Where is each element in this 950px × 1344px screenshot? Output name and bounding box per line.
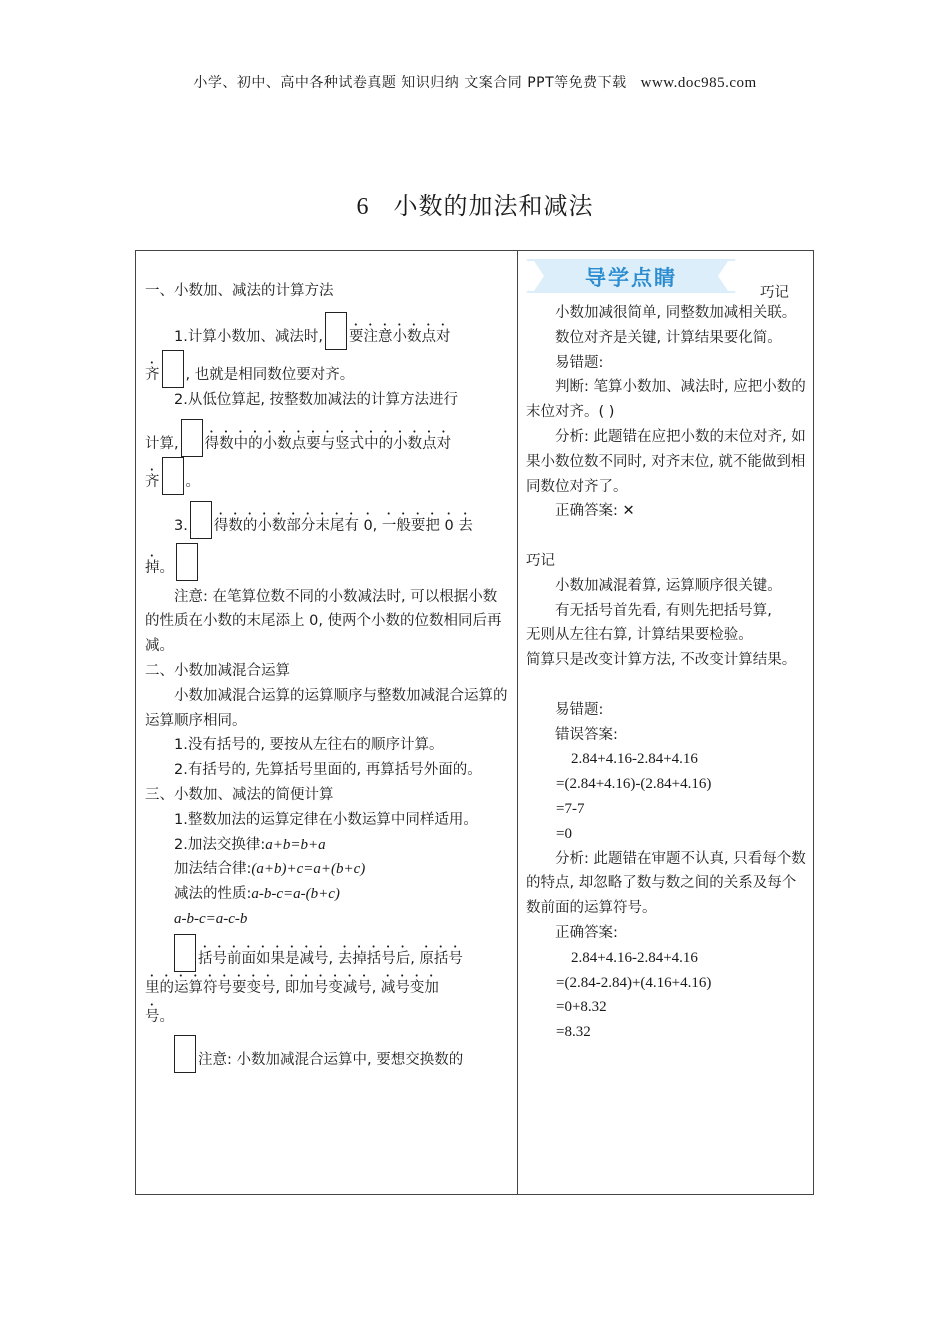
s2-p2: 1.没有括号的, 要按从左往右的顺序计算。 xyxy=(174,737,444,754)
s3-p6 xyxy=(145,934,509,972)
header-text: 小学、初中、高中各种试卷真题 知识归纳 文案合同 PPT等免费下载 xyxy=(193,75,627,91)
s3-p3-formula: (a+b)+c=a+(b+c) xyxy=(251,861,366,878)
s3-p3 xyxy=(145,857,509,882)
s3-p1: 1.整数加法的运算定律在小数运算中同样适用。 xyxy=(174,811,478,828)
s3-p2-formula: a+b=b+a xyxy=(265,836,326,853)
r9: 无则从左往右算, 计算结果要检验。 xyxy=(526,627,753,644)
title-text: 小数的加法和减法 xyxy=(393,192,594,220)
s1-point2-cont xyxy=(145,419,509,495)
r10: 简算只是改变计算方法, 不改变计算结果。 xyxy=(526,652,797,669)
r6: 正确答案: ✕ xyxy=(555,503,635,520)
s1-p3-text-a: 3. xyxy=(174,517,188,534)
s1-p3-text-c: 掉。 xyxy=(145,559,174,576)
s1-note: 注意: 在笔算位数不同的小数减法时, 可以根据小数的性质在小数的末尾添上 0, 使两个小数的位数相同后再减。 xyxy=(145,588,502,655)
blank-box xyxy=(174,1035,196,1073)
page-header xyxy=(0,72,950,92)
s3-p5-formula: a-b-c=a-c-b xyxy=(174,910,248,927)
s1-p3-text-b: 得数的小数部分末尾有 0, 一般要把 0 去 xyxy=(213,517,473,534)
r14: 正确答案: xyxy=(555,924,618,941)
s3-p4-label: 减法的性质: xyxy=(174,886,252,903)
blank-box xyxy=(176,543,198,581)
s1-p1-text-d: , 也就是相同数位要对齐。 xyxy=(185,367,355,383)
s3-note-text: 注意: 小数加减混合运算中, 要想交换数的 xyxy=(198,1052,464,1069)
s3-p6-text-c: 号。 xyxy=(145,1008,174,1025)
section2-heading: 二、小数加减混合运算 xyxy=(145,662,290,679)
r8: 有无括号首先看, 有则先把括号算, xyxy=(555,602,772,619)
blank-box xyxy=(190,501,212,539)
r4: 判断: 笔算小数加、减法时, 应把小数的末位对齐。( ) xyxy=(526,379,806,421)
s1-point3-cont xyxy=(145,543,509,581)
correct-eq-1: 2.84+4.16-2.84+4.16 xyxy=(571,949,698,966)
s1-p2-text-b: 计算, xyxy=(145,435,179,452)
correct-eq-2: =(2.84-2.84)+(4.16+4.16) xyxy=(556,974,712,991)
s3-p6-text-b: 里的运算符号要变号, 即加号变减号, 减号变加 xyxy=(145,979,439,996)
s3-p4-formula: a-b-c=a-(b+c) xyxy=(251,886,340,903)
s1-point1 xyxy=(145,312,509,388)
s1-p1-text-b: 要注意小数点对 xyxy=(348,329,451,345)
r3: 易错题: xyxy=(555,354,604,371)
r7: 小数加减混着算, 运算顺序很关键。 xyxy=(555,577,782,594)
s3-p6-text-a: 括号前面如果是减号, 去掉括号后, 原括号 xyxy=(198,950,463,967)
qiaoji-label-2: 巧记 xyxy=(526,552,555,569)
page-title xyxy=(0,186,950,221)
s2-p3: 2.有括号的, 先算括号里面的, 再算括号外面的。 xyxy=(174,762,482,779)
blank-box xyxy=(181,419,203,457)
right-column xyxy=(526,251,806,1045)
blank-box xyxy=(162,350,184,388)
spacer xyxy=(526,524,806,549)
wrong-eq-1: 2.84+4.16-2.84+4.16 xyxy=(571,751,698,768)
column-divider xyxy=(517,251,518,1194)
s1-p1-text-c: 齐 xyxy=(145,367,160,383)
s3-note xyxy=(145,1035,509,1073)
s3-p3-label: 加法结合律: xyxy=(174,861,252,878)
s1-point2 xyxy=(145,388,509,413)
s1-p2-text-d: 齐 xyxy=(145,473,160,490)
title-number: 6 xyxy=(356,194,370,220)
banner-title: 导学点睛 xyxy=(585,266,677,290)
header-url[interactable]: www.doc985.com xyxy=(640,75,757,91)
r11: 易错题: xyxy=(555,701,604,718)
blank-box xyxy=(325,312,347,350)
left-column xyxy=(145,251,509,1073)
content-table xyxy=(135,250,814,1195)
s3-p2-label: 2.加法交换律: xyxy=(174,836,266,853)
s1-p2-text-a: 2.从低位算起, 按整数加减法的计算方法进行 xyxy=(174,391,459,408)
spacer xyxy=(526,673,806,698)
wrong-eq-2: =(2.84+4.16)-(2.84+4.16) xyxy=(556,776,712,793)
r13: 分析: 此题错在审题不认真, 只看每个数的特点, 却忽略了数与数之间的关系及每个数前面的运算符号。 xyxy=(526,850,806,917)
r1: 小数加减很简单, 同整数加减相关联。 xyxy=(555,305,797,321)
s1-p1-text-a: 1.计算小数加、减法时, xyxy=(174,329,323,345)
s2-p1: 小数加减混合运算的运算顺序与整数加减混合运算的运算顺序相同。 xyxy=(145,687,508,729)
s3-p2 xyxy=(145,833,509,858)
qiaoji-label-1: 巧记 xyxy=(760,285,789,301)
s3-p5 xyxy=(145,907,509,932)
r2: 数位对齐是关键, 计算结果要化简。 xyxy=(555,329,782,346)
r12: 错误答案: xyxy=(555,726,618,743)
s1-point3 xyxy=(145,501,509,539)
s3-p4 xyxy=(145,882,509,907)
s3-p6-cont xyxy=(145,972,509,1030)
s1-p2-text-c: 得数中的小数点要与竖式中的小数点对 xyxy=(204,435,452,452)
blank-box xyxy=(162,457,184,495)
section3-heading: 三、小数加、减法的简便计算 xyxy=(145,786,334,803)
s1-p2-text-e: 。 xyxy=(185,473,200,490)
wrong-eq-4: =0 xyxy=(556,825,572,842)
blank-box xyxy=(174,934,196,972)
r5: 分析: 此题错在应把小数的末位对齐, 如果小数位数不同时, 对齐末位, 就不能做到相同数位对齐了。 xyxy=(526,428,806,495)
wrong-eq-3: =7-7 xyxy=(556,800,585,817)
correct-eq-4: =8.32 xyxy=(556,1024,591,1041)
section1-heading: 一、小数加、减法的计算方法 xyxy=(145,283,334,299)
correct-eq-3: =0+8.32 xyxy=(556,999,607,1016)
